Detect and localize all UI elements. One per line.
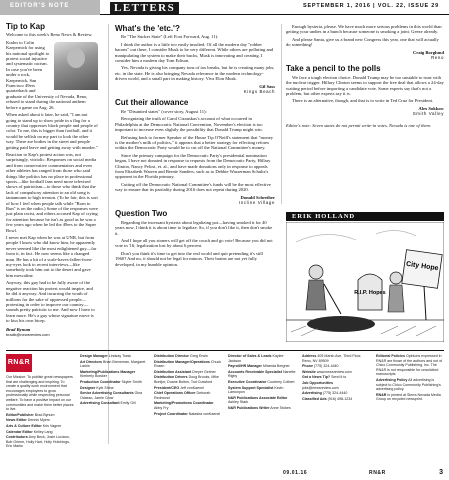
staff-rule [6,350,444,351]
letter-paragraph: Refusing back to former Speaker of the House Tip O'Neill's statement that "money is the mother's milk of politics," it appears that a better strategy for effecting reform within the Democratic Party would be to cut off the National Committee's money. [115,134,274,151]
page-number: 3 [439,469,443,476]
staff-entry [6,435,74,449]
staff-role: Distribution Drivers [154,375,188,380]
staff-role: Distribution Director [154,354,189,358]
staff-name: (916) 498-1234 [327,396,353,401]
staff-name: Gina Odasso, Jamie Crow [80,391,143,400]
letter-title: Question Two [115,209,168,219]
letter-paragraph: Recognizing the truth of Carol Cizauskas's account of what occurred in Philadelphia at the Democratic National Convention, November's election is too important to increase even slightly the possibility that Donald Trump might win. [115,116,263,133]
staff-role: System Support Specialist [228,385,274,390]
staff-entry [302,375,370,380]
staff-entry [154,354,222,359]
staff-name: Anne Stokes [270,405,291,410]
staff-role: Marketing/Promotions Coordinator [154,401,214,406]
staff-role: Advertising Policy [376,377,408,382]
cartoon-drawing [286,222,444,342]
staff-name: Skyler Smith [121,379,142,384]
cartoon-header [286,212,444,221]
staff-name: Chuck Rosen [154,359,222,369]
staff-name: Opinions expressed in RN&R are those of the authors and not of Chico Community Publishing, Inc. The RN&R is not responsible for unsolicited manuscripts. [376,354,443,377]
letter-city: Reno [431,55,444,61]
staff-entry [154,386,222,391]
staff-role: Got a News Tip? [302,375,331,380]
staff-entry [154,360,222,369]
staff-entry [302,391,370,396]
letters-column-right [286,24,444,130]
staff-entry [302,354,370,363]
staff-name: is printed at Sierra Nevada Media Group on recycled newsprint. [376,392,441,402]
staff-name: Doug Brooks, Mike Buntjer, Duane Bolton, Tod Crawford [154,375,219,384]
staff-entry [80,360,148,369]
editors-note-paragraph: When asked about it later, he said, "I am not going to stand up to show pride in a flag for a country that oppresses black people and people of color. To me, this is bigger than football, and it would be selfish on my part to look the other way. There are bodies in the street and people getting paid leave and getting away with murder." [6,112,98,150]
staff-role: Address [302,354,317,358]
staff-entry [302,364,370,369]
staff-list [376,354,444,403]
staff-role: Distribution Manager/Operations [154,359,210,364]
letter-paragraph: Re "Disunited states" (cover story, August 11): [121,108,207,114]
letter-author: Craig Borglund [412,49,444,55]
staff-entry [376,378,444,392]
staff-role: Design Manager [80,354,108,358]
staff-list [80,354,148,407]
staff-role: Job Opportunities [302,380,333,385]
staff-name: Emily Gill [120,401,136,406]
issue-info: SEPTEMBER 1, 2016 | VOL. 22, ISSUE 29 [303,3,439,9]
rnr-logo: RN&R [6,354,32,372]
staff-entry [6,424,74,429]
staff-role: Senior Advertising Consultants [80,391,134,396]
staff-role: Arts & Culture Editor [6,423,42,428]
staff-entry [228,380,296,385]
letter-paragraph: Since the primary campaign for the Democratic Party's presidential nomination began, I have not donated in response to requests from the Democratic Party, Hillary Clinton, Nancy Pelosi, et. al., and have made donations only in response to appeals from Elizabeth Warren and Bernie Sanders, such as to Debbie Wasserman Schultz's opponent in the Florida primary. [115,152,271,180]
editors-note-paragraph: I never met Kap when he was at UNR, but from people I know who did know him, he apparently never seemed like the most enlightened guy—far from it, in fact. He now seems like a changed man. He has a bit of a scale-haves-fallen-from-my-eyes look to recent interviews—like somebody took him out to the desert and gave him mescaline. [6,235,97,278]
letter-city: Incline Village [238,199,275,205]
staff-entry [302,397,370,402]
editor-name: Brad Bynum [6,326,31,332]
staff-name: Jeff vonKaenel [180,385,204,390]
letter-title: What's the 'etc.'? [115,24,180,33]
staff-entry [6,413,74,418]
editors-note-paragraph: Reaction to Kap's protest action was, not surprisingly, vitriolic. Responses on social media and from conservative commentators and even other athletes has ranged from those who said things like politics has no place in professional sports—like football fans need more televised shows of patriotism—to those who think that the lack of compulsory attention to an old song is tantamount to high treason. (To be fair, this is sort of how I feel when people talk while "Born to Run" is on the radio.) Some of the responses were just plain racist, and others accused Kap of crying for attention because he isn't as good as he was a few years ago when he led the 49ers to the Super Bowl. [6,151,98,233]
staff-name: Ashley Stark [228,400,249,405]
column-divider [281,24,282,204]
letter [115,26,275,94]
staff-mission [6,375,74,450]
staff-entry [80,386,148,391]
letter-title: Take a pencil to the polls [286,64,381,74]
letter-signature [115,195,275,206]
staff-role: N&R Publications Associate Editor [228,395,288,400]
staff-entry [6,418,74,423]
staff-name: Natasha vonKaenel [188,411,221,416]
staff-list [302,354,370,402]
letter-author: Alex Sokkow [418,105,444,111]
staff-name: Nanette Rigby [228,369,296,379]
staff-role: Website [302,369,316,374]
staff-name: Brad Bynum [34,412,55,417]
section-title: LETTERS [110,2,179,14]
staff-role: Contributors [6,435,28,440]
page-footer [283,469,443,478]
staff-role: Accounts Receivable Specialist [228,369,282,374]
tombstone-label: R.I.P. Hopes [354,290,386,296]
staff-name: 405 Marsh Ave, Third Floor, Reno, NV 89509 [302,354,362,363]
staff-entry [6,430,74,435]
staff-name: (775) 324-4440 [322,391,348,396]
staff-role: Calendar Editor [6,429,33,434]
staff-role: Chief Operations Officer [154,391,196,396]
mission-text: Our Mission: To publish great newspapers that are challenging and inspiring. To create a quality work environment that encourages employees to grow professionally while respecting personal welfare. To have a positive impact on our communities and make them better places to live. [6,375,74,412]
letter-paragraph: Don't you think it's time to get into the real world and quit pretending it's still 1960? And no, it should not be legal for minors. Their brains are not yet fully developed, in my humble opinion. [115,250,263,267]
section-label: EDITOR'S NOTE [10,3,70,9]
staff-entry [80,354,148,359]
staff-name: Abby Fry [154,405,169,410]
staff-entry [376,393,444,402]
letter-paragraph: And I hope all you stoners will get off the couch and go vote! Because you did not vote in '16, legalization lost by about 6 percent. [115,238,273,249]
editors-note-paragraph: Welcome to this week's Reno News & Review. [6,32,93,38]
letter-paragraph: Enough hysteria, please. We have much more serious problems in this world than getting your undies in a bunch because someone is smoking a joint. Geeze already. [286,24,442,35]
staff-role: Art Directors [80,359,102,364]
staff-entry [80,401,148,406]
letter [115,211,275,267]
editors-note-title: Tip to Kap [6,22,45,31]
staff-name: Courtney Colbert [267,379,295,384]
sign-label: City Hope [405,260,439,273]
staff-name: Kelley Lang [33,429,53,434]
letter-paragraph: Yes, Nevada is giving his company tons of tax breaks, but he is creating many jobs, etc. in the state. He is also bringing Nevada relevance in the modern technology-driven world, and a small part in making history. Viva Elon Musk. [115,65,275,82]
editors-note-paragraph: Kudos to Colin Kaepernick for using his national spotlight to protest social injustice and systematic racism. In case you've been under a rock, Kaepernick, San Francisco 49ers quarterback and graduate of the University of Nevada, Reno, refused to stand during the national anthem before a game on Aug. 26. [6,39,88,110]
staff-entry [154,401,222,410]
kaepernick-photo [54,42,98,90]
staff-role: Production Coordinator [80,379,121,384]
staff-role: Payroll/HR Manager [228,364,262,369]
footer-date: 09.01.16 [283,470,308,476]
staff-role: Project Coordinator [154,411,188,416]
letter-signature [286,106,444,117]
staff-list [6,413,74,449]
staff-role: Editorial Policies [376,354,405,358]
staff-role: Designer [80,385,96,390]
staff-role: Advertising Consultant [80,401,120,406]
staff-box [6,354,444,468]
staff-name: jobs@newsreview.com [302,385,339,390]
staff-entry [154,412,222,417]
letter [286,66,444,128]
staff-role: N&R Publications Writer [228,405,270,410]
staff-role: News Editor [6,418,27,423]
staff-name: (775) 324-4440 [313,364,339,369]
editors-note [6,24,98,337]
letter-paragraph: Cutting off the Democratic National Committee's funds will be the most effective way to ensure that its partiality during 2016 does not repeat during 2020. [115,181,271,193]
letter-author: Donald Schreiber [240,194,275,200]
editorial-cartoon [286,212,444,342]
staff-name: Greg Erwin [189,354,208,358]
section-tab [0,0,100,15]
staff-role: Editor/Publisher [6,412,34,417]
staff-name: Kaylee Jackson [228,354,284,363]
staff-entry [376,354,444,377]
letters-column-middle [115,24,275,269]
staff-entry [228,370,296,379]
staff-name: Dennis Myers [27,418,50,423]
letter-signature [286,50,444,61]
staff-name: www.newsreview.com [316,369,352,374]
staff-role: Executive Coordinator [228,379,267,384]
letter-paragraph: There is an alternative, though, and that is to write in Ted Cruz for President. [292,98,434,104]
staff-role: Distribution Assistant [154,369,192,374]
staff-name: Kyle Shine [96,385,114,390]
letter-city: Smith Valley [412,111,444,117]
staff-entry [154,370,222,375]
letter-paragraph: I think the author is a little too easily insulted. Of all the modern day "robber barons" out there, I consider Musk to be very different. While others are polluting and manipulating the system to make their bucks, Musk is innovating and creating. I consider him a modern day Tom Edison. [115,41,274,64]
header-rule [100,14,449,15]
editor-email[interactable]: bradb@newsreview.com [6,331,50,337]
staff-name: Dreyer Geitner [192,369,216,374]
letter-title: Cut their allowance [115,98,189,108]
letter-city: Kings Beach [243,89,275,95]
staff-role: RN&R [376,392,387,397]
staff-role: President/CEO [154,385,180,390]
staff-name: Kevin Lamunyon [228,385,284,395]
editors-signature [6,327,98,338]
staff-name: Kimberly Bowker [80,374,107,379]
letter-signature [115,84,275,95]
staff-name: Kris Vagner [42,423,62,428]
editor-note-text: Editor's note: Seven states do not permit write-in votes. Nevada is one of them. [286,122,432,128]
staff-name: Brian Breneman, Margaret Larkin [80,359,146,369]
letter-paragraph: Regarding the incessant hysteria about legalizing pot—having smoked it for 40 years now, I think it is about time to legalize. So, if you don't like it, then don't smoke it. [115,219,273,236]
letter-paragraph: Re "The Sucker State" (Left Foot Forward, Aug. 11): [121,34,219,40]
staff-name: Deborah Redmond [154,391,211,400]
staff-name: Miranda Bergner [262,364,290,369]
staff-role: Marketing/Publications Manager [80,369,136,374]
editors-note-paragraph: Anyway, this guy had to be fully aware of the negative reaction his protest would inspire, and he did it anyway. And incurring the wrath of millions for the sake of oppressed people—protesting in order to improve our country—sounds pretty patriotic to me. And now I have to learn more. He's a guy whose signature move is to kiss his own bicep. [6,280,95,324]
staff-entry [80,370,148,379]
letter-paragraph: We face a tough election choice. Donald Trump may be too unstable to trust with the nuclear trigger. Hillary Clinton seems to support the free deal that allows a 24-day waiting period before importing a candidate vote. Some experts say that's not a problem, but other experts say it is. [286,74,444,97]
letter-paragraph: And please Santa, give us a brand new Congress this year, one that will actually do something! [286,36,439,48]
staff-role: Director of Sales & Leads [228,354,272,358]
staff-entry [302,370,370,375]
staff-role: Classified Ads [302,396,327,401]
staff-name: Send it to [331,375,347,380]
footer-brand: RN&R [369,470,386,476]
staff-entry [228,364,296,369]
staff-entry [228,354,296,363]
letter [115,100,275,205]
cartoonist-name: ERIK HOLLAND [292,213,356,220]
staff-name: All advertising is subject to Chico Community Publishing's advertising policy. [376,377,441,392]
page-header [0,0,449,15]
staff-role: Advertising [302,391,322,396]
staff-entry [228,406,296,411]
staff-entry [228,386,296,395]
letter-author: Gil Sass [259,83,275,89]
staff-entry [80,380,148,385]
staff-entry [80,391,148,400]
staff-list [154,354,222,417]
staff-entry [228,396,296,405]
staff-name: Lindsay Trask [108,354,131,358]
staff-list [228,354,296,412]
staff-role: Phone [302,364,313,369]
staff-entry [154,375,222,384]
staff-entry [302,381,370,390]
staff-entry [154,391,222,400]
staff-name: Amy Beck, Josie Luciano, Bob Grimm, Holly Hart, Holly Hutchings, Eric Marks [6,435,70,449]
